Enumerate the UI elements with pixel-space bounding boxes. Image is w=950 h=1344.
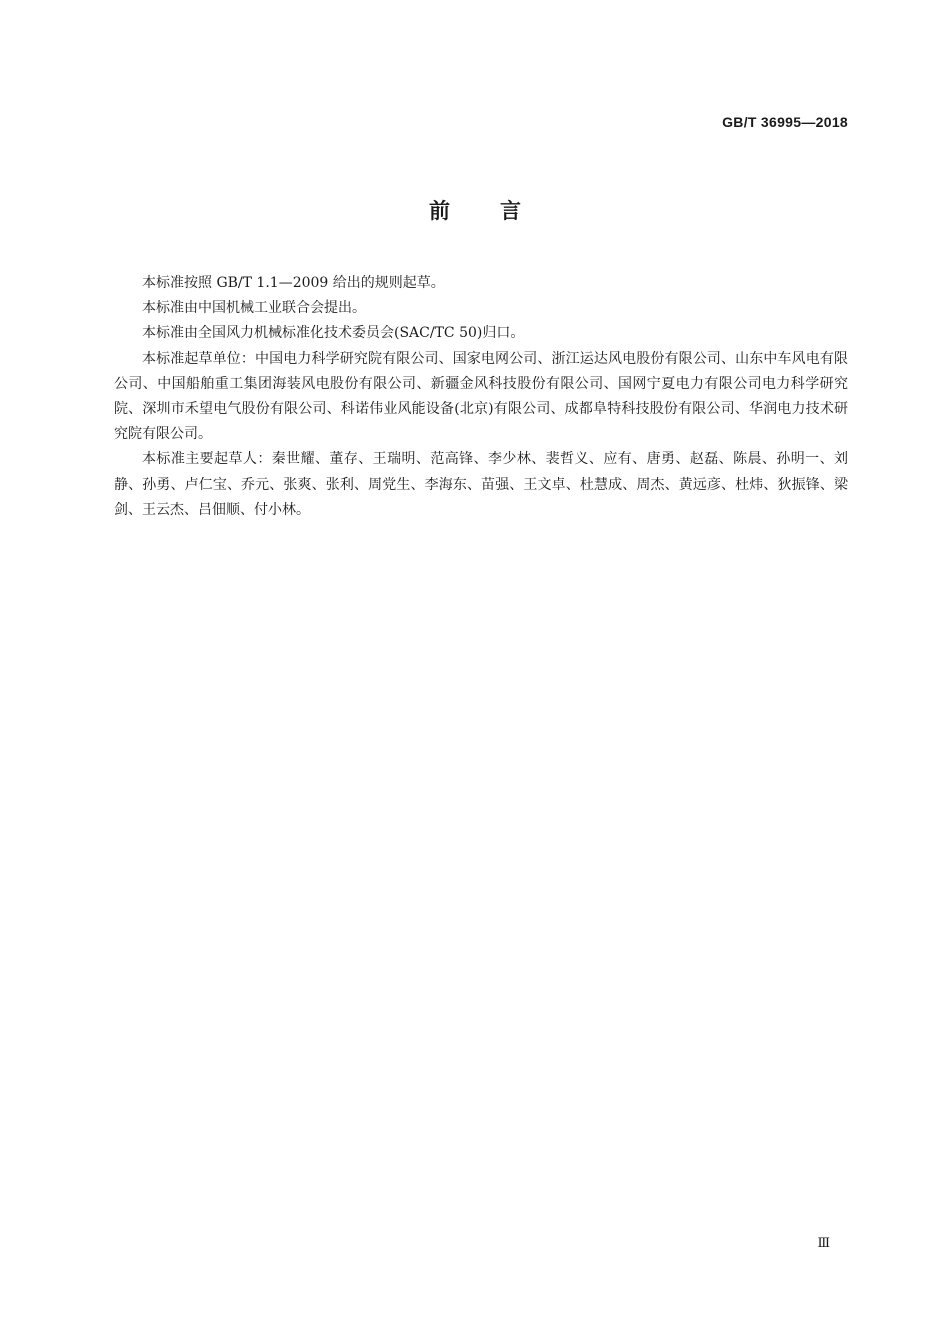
- paragraph-drafting-units: 本标准起草单位：中国电力科学研究院有限公司、国家电网公司、浙江运达风电股份有限公司、山东中车风电有限公司、中国船舶重工集团海装风电股份有限公司、新疆金风科技股份有限公司、国网宁夏电力有限公司电力科学研究院、深圳市禾望电气股份有限公司、科诺伟业风能设备(北京)有限公司、成都阜特科技股份有限公司、华润电力技术研究院有限公司。: [114, 350, 848, 443]
- paragraph-proposer: 本标准由中国机械工业联合会提出。: [142, 300, 366, 317]
- paragraph-drafting-rules: 本标准按照 GB/T 1.1—2009 给出的规则起草。: [142, 275, 445, 291]
- foreword-body: [114, 271, 848, 523]
- standard-code: GB/T 36995—2018: [722, 114, 848, 130]
- paragraph-drafters: 本标准主要起草人：秦世耀、董存、王瑞明、范高锋、李少林、裴哲义、应有、唐勇、赵磊、陈晨、孙明一、刘静、孙勇、卢仁宝、乔元、张爽、张利、周党生、李海东、苗强、王文卓、杜慧成、周杰、黄远彦、杜炜、狄振锋、梁剑、王云杰、吕佃顺、付小林。: [114, 451, 848, 518]
- page-number: Ⅲ: [817, 1236, 830, 1251]
- title-char-2: 言: [500, 199, 521, 223]
- title-char-1: 前: [429, 199, 450, 223]
- paragraph-committee: 本标准由全国风力机械标准化技术委员会(SAC/TC 50)归口。: [142, 325, 525, 342]
- page-title: [0, 196, 950, 226]
